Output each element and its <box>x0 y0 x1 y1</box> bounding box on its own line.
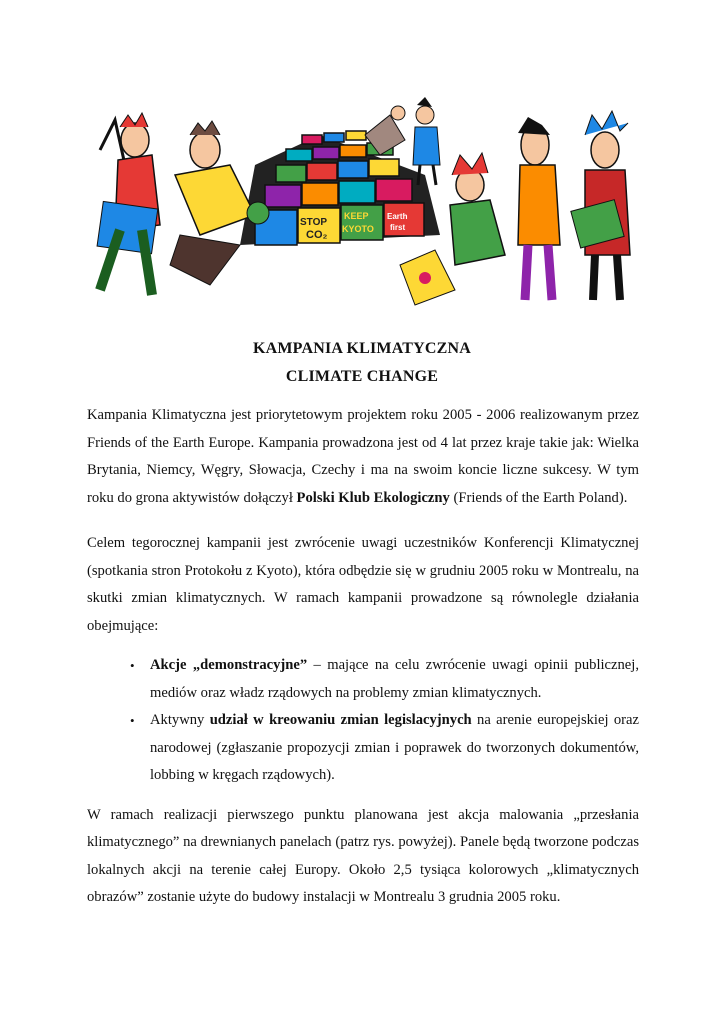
list-item <box>130 707 639 790</box>
list-item-text: na arenie europejskiej oraz narodowej (zgłaszanie propozycji zmian i poprawek do tworzonych dokumentów, lobbing w kręgach rządowych). <box>150 712 639 783</box>
person-yellow-kneeling <box>170 121 269 285</box>
svg-text:first: first <box>390 223 406 232</box>
list-item-bold: Akcje „demonstracyjne” <box>150 657 308 673</box>
list-item-prefix: Aktywny <box>150 712 210 728</box>
title-block <box>0 335 724 391</box>
list-item-text: – mające na celu zwrócenie uwagi opinii publicznej, mediów oraz władz rządowych na problemy zmian klimatycznych. <box>150 657 639 701</box>
title-english: CLIMATE CHANGE <box>285 368 439 385</box>
svg-text:KYOTO: KYOTO <box>342 224 374 234</box>
organization-name: Polski Klub Ekologiczny <box>296 489 450 506</box>
title-polish: KAMPANIA KLIMATYCZNA <box>252 340 472 357</box>
person-left-waving <box>97 113 160 295</box>
list-item <box>130 652 639 707</box>
paragraph-3: W ramach realizacji pierwszego punktu planowana jest akcja malowania „przesłania klimatycznego” na drewnianych panelach (patrz rys. powyżej). Panele będą tworzone podczas lokalnych akcji na terenie całej Europy. Około 2,5 tysiąca kolorowych „klimatycznych obrazów” zostanie użyte do budowy instalacji w Montrealu 3 grudnia 2005 roku. <box>87 806 639 905</box>
svg-text:KEEP: KEEP <box>344 211 369 221</box>
bullet-marker: • <box>130 713 135 728</box>
bullet-list <box>87 652 639 790</box>
panel-path <box>240 131 440 245</box>
paragraph-1-tail: (Friends of the Earth Poland). <box>449 489 628 506</box>
person-right-blue-hair <box>571 111 630 300</box>
svg-text:Earth: Earth <box>387 212 408 221</box>
bullet-marker: • <box>130 658 135 673</box>
svg-text:STOP: STOP <box>300 217 328 228</box>
paragraph-2: Celem tegorocznej kampanii jest zwrócenie uwagi uczestników Konferencji Klimatycznej (spotkania stron Protokołu z Kyoto), która odbędzie się w grudniu 2005 roku w Montrealu, na skutki zmian klimatycznych. W ramach kampanii prowadzone są równolegle działania obejmujące: <box>87 535 639 634</box>
paragraph-1 <box>87 402 639 512</box>
person-blue-standing <box>413 97 440 185</box>
person-right-purple <box>518 117 560 300</box>
svg-text:CO₂: CO₂ <box>306 229 328 241</box>
campaign-illustration <box>80 95 645 310</box>
list-item-bold: udział w kreowaniu zmian legislacyjnych <box>209 712 472 728</box>
paragraph-1-text: Kampania Klimatyczna jest priorytetowym projektem roku 2005 - 2006 realizowanym przez Friends of the Earth Europe. Kampania prowadzona jest od 4 lat przez kraje takie jak: Wielka Brytania, Niemcy, Węgry, Słowacja, Czechy i ma na swoim koncie liczne sukcesy. W tym roku do grona aktywistów dołączył <box>87 407 639 506</box>
document-body <box>87 402 639 912</box>
